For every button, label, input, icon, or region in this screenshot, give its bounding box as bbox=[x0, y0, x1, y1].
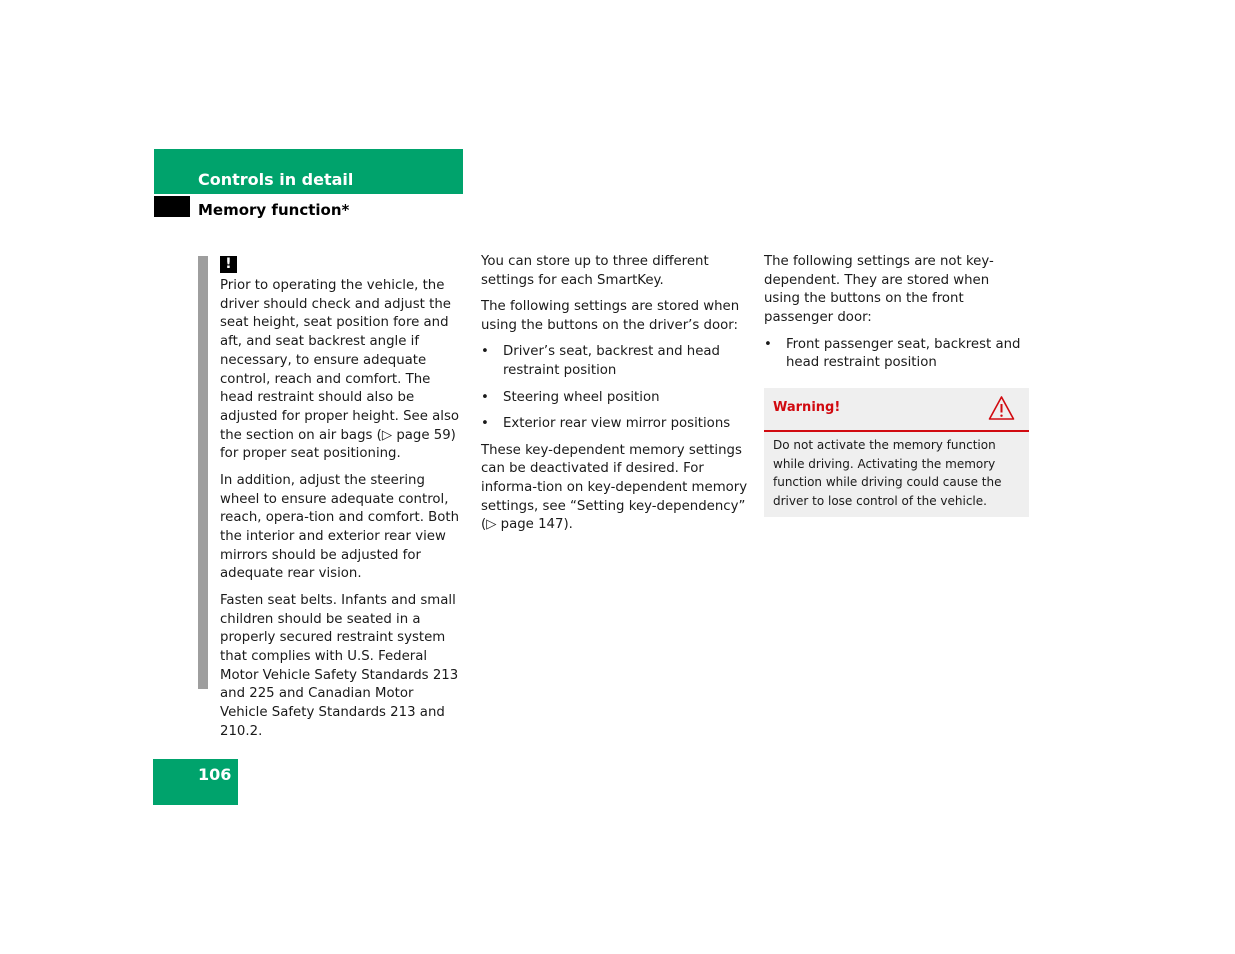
list-item: • Driver’s seat, backrest and head restraint position bbox=[481, 343, 749, 380]
right-column bbox=[764, 253, 1029, 381]
warning-header bbox=[764, 388, 1029, 432]
warning-text: Do not activate the memory function while driving. Activating the memory function while driving could cause the driver to lose control of the vehicle. bbox=[773, 438, 1002, 509]
passenger-settings-list bbox=[764, 336, 1029, 373]
warning-triangle-icon bbox=[988, 395, 1015, 421]
driver-settings-list bbox=[481, 343, 749, 433]
notice-bar bbox=[198, 256, 208, 689]
list-item: • Exterior rear view mirror positions bbox=[481, 415, 749, 434]
notice-paragraph: In addition, adjust the steering wheel to ensure adequate control, reach, opera-tion and comfort. Both the interior and exterior rear view mirrors should be adjusted for adequate rear vision. bbox=[220, 472, 460, 582]
notice-paragraph: Prior to operating the vehicle, the driver should check and adjust the seat height, seat position fore and aft, and seat backrest angle if necessary, to ensure adequate control, reach and comfort. The head restraint should also be adjusted for proper height. See also the section on air bags (▷ page 59) for proper seat positioning. bbox=[220, 278, 460, 462]
intro-paragraph: You can store up to three different settings for each SmartKey. bbox=[481, 254, 709, 288]
subsection-marker bbox=[154, 196, 190, 217]
notice-column bbox=[220, 277, 465, 749]
page-number: 106 bbox=[198, 765, 232, 784]
list-item: • Front passenger seat, backrest and head restraint position bbox=[764, 336, 1029, 373]
lead-paragraph: The following settings are not key-dependent. They are stored when using the buttons on the front passenger door: bbox=[764, 254, 994, 326]
list-item: • Steering wheel position bbox=[481, 389, 749, 408]
outro-paragraph: These key-dependent memory settings can be deactivated if desired. For informa-tion on key-dependent memory settings, see “Setting key-dependency” (▷ page 147). bbox=[481, 442, 748, 533]
subsection-title: Memory function* bbox=[198, 201, 350, 219]
middle-column bbox=[481, 253, 749, 543]
notice-paragraph: Fasten seat belts. Infants and small children should be seated in a properly secured restraint system that complies with U.S. Federal Motor Vehicle Safety Standards 213 and 225 and Canadian Motor Vehicle Safety Standards 213 and 210.2. bbox=[220, 592, 459, 739]
warning-box bbox=[764, 388, 1029, 517]
notice-exclamation-icon: ! bbox=[220, 256, 237, 273]
section-title: Controls in detail bbox=[198, 170, 354, 189]
lead-paragraph: The following settings are stored when using the buttons on the driver’s door: bbox=[481, 299, 740, 333]
warning-title: Warning! bbox=[773, 400, 841, 415]
